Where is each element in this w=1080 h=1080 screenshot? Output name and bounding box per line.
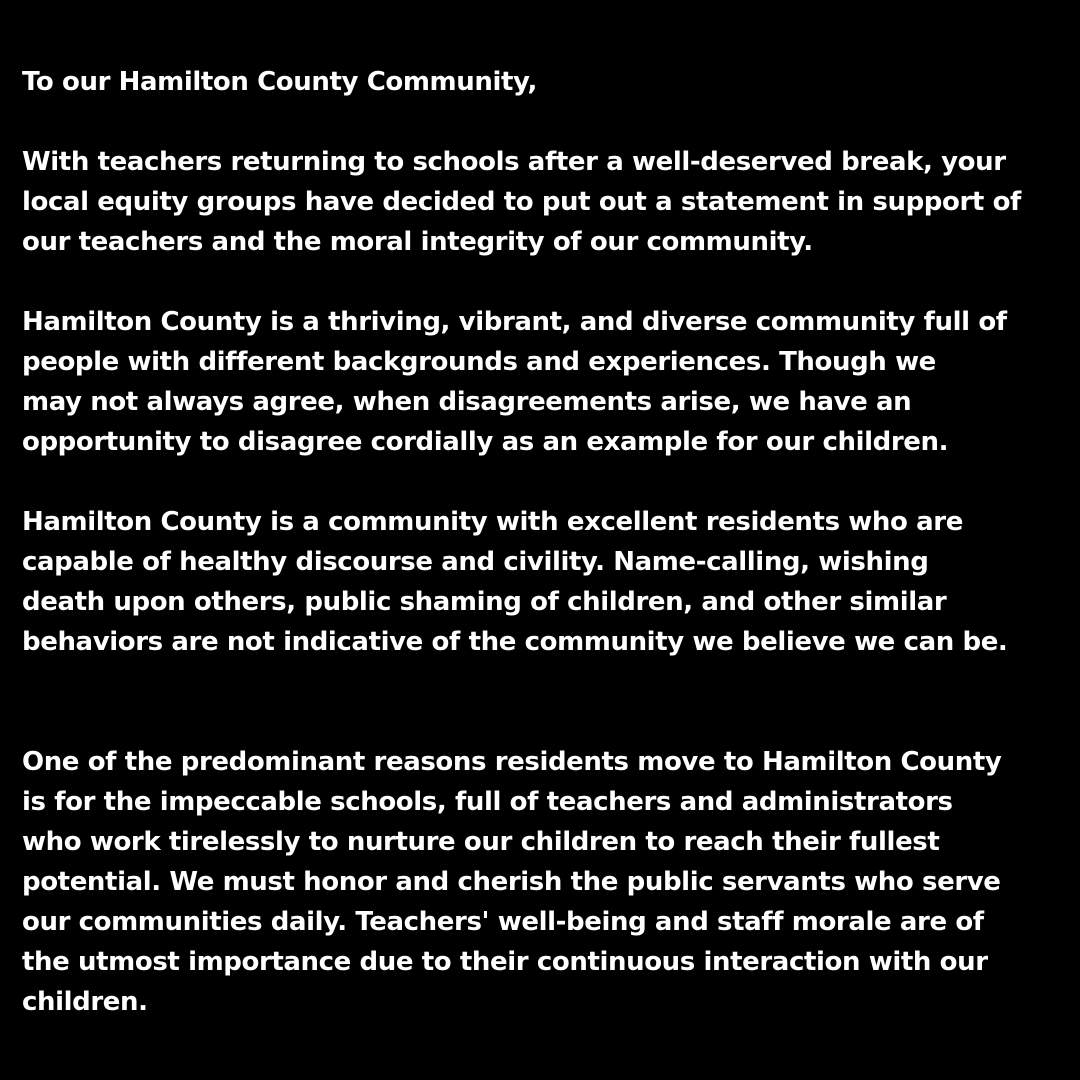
paragraph-line: who work tirelessly to nurture our children to reach their fullest (22, 827, 940, 857)
paragraph-line: opportunity to disagree cordially as an example for our children. (22, 427, 949, 457)
paragraph-line: potential. We must honor and cherish the public servants who serve (22, 867, 1001, 897)
letter-greeting (22, 62, 537, 102)
paragraph-line: With teachers returning to schools after a well-deserved break, your (22, 147, 1006, 177)
paragraph-line: people with different backgrounds and experiences. Though we (22, 347, 936, 377)
paragraph-diverse-community (22, 302, 1007, 462)
paragraph-line: behaviors are not indicative of the community we believe we can be. (22, 627, 1008, 657)
paragraph-line: death upon others, public shaming of children, and other similar (22, 587, 947, 617)
paragraph-line: capable of healthy discourse and civility. Name-calling, wishing (22, 547, 929, 577)
paragraph-line: may not always agree, when disagreements arise, we have an (22, 387, 912, 417)
paragraph-line: One of the predominant reasons residents move to Hamilton County (22, 747, 1002, 777)
greeting-line: To our Hamilton County Community, (22, 67, 538, 97)
paragraph-line: is for the impeccable schools, full of teachers and administrators (22, 787, 953, 817)
paragraph-line: Hamilton County is a thriving, vibrant, and diverse community full of (22, 307, 1007, 337)
paragraph-line: Hamilton County is a community with excellent residents who are (22, 507, 963, 537)
paragraph-schools (22, 742, 1001, 1022)
paragraph-line: the utmost importance due to their continuous interaction with our (22, 947, 988, 977)
paragraph-line: local equity groups have decided to put out a statement in support of (22, 187, 1021, 217)
paragraph-line: our communities daily. Teachers' well-being and staff morale are of (22, 907, 984, 937)
paragraph-civility (22, 502, 1007, 662)
paragraph-intro (22, 142, 1021, 262)
paragraph-line: children. (22, 987, 148, 1017)
paragraph-line: our teachers and the moral integrity of our community. (22, 227, 813, 257)
